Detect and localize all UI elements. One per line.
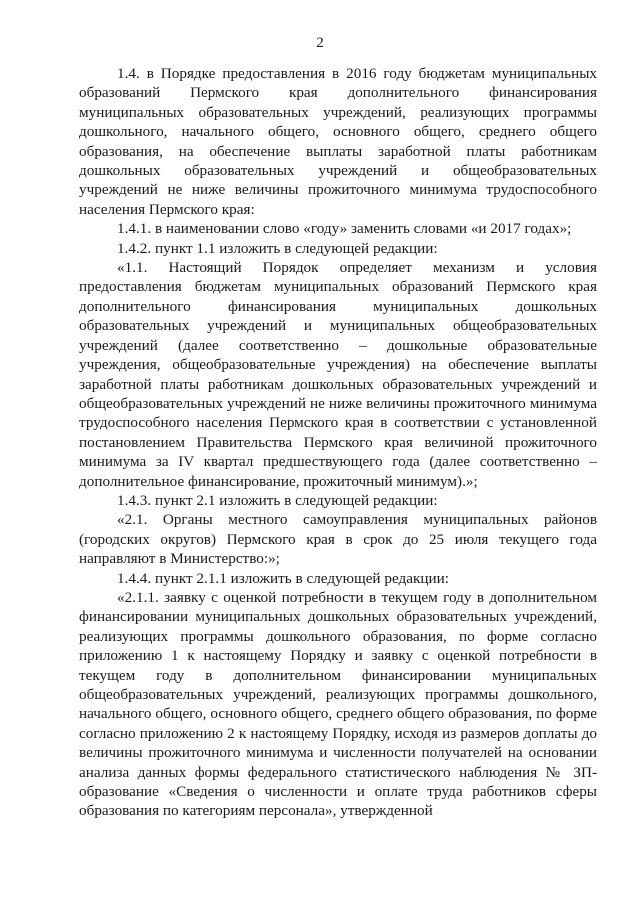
paragraph-2-1-1-text: «2.1.1. заявку с оценкой потребности в текущем году в дополнительном финансировании муниципальных дошкольных образовательных учреждений, реализующих программы дошкольного образования, по форме согласно приложению 1 к настоящему Порядку и заявку с оценкой потребности в текущем году в дополнительном финансировании муниципальных общеобразовательных учреждений, реализующих программы дошкольного, начального общего, основного общего, среднего общего образования, по форме согласно приложению 2 к настоящему Порядку, исходя из размеров доплаты до величины прожиточного минимума и численности получателей на основании анализа данных формы федерального статистического наблюдения № ЗП-образование «Сведения о численности и оплате труда работников сферы образования по категориям персонала», утвержденной (79, 588, 597, 820)
paragraph-1-4-1: 1.4.1. в наименовании слово «году» заменить словами «и 2017 годах»; (117, 220, 572, 238)
paragraph-1-4-3: 1.4.3. пункт 2.1 изложить в следующей редакции: (117, 491, 438, 509)
paragraph-1-4: 1.4. в Порядке предоставления в 2016 году бюджетам муниципальных образований Пермского края дополнительного финансирования муниципальных образовательных учреждений, реализующих программы дошкольного, начального общего, основного общего, среднего общего образования, на обеспечение выплаты заработной платы работникам дошкольных образовательных учреждений и общеобразовательных учреждений не ниже величины прожиточного минимума трудоспособного населения Пермского края: (79, 65, 597, 218)
page-number: 2 (316, 35, 324, 51)
paragraph-1-4-4: 1.4.4. пункт 2.1.1 изложить в следующей редакции: (117, 569, 449, 587)
document-body (79, 64, 597, 821)
paragraph-2-1-text: «2.1. Органы местного самоуправления муниципальных районов (городских округов) Пермского края в срок до 25 июля текущего года направляют в Министерство:»; (79, 511, 597, 568)
paragraph-1-1-text: «1.1. Настоящий Порядок определяет механизм и условия предоставления бюджетам муниципальных образований Пермского края дополнительного финансирования муниципальных дошкольных образовательных учреждений и муниципальных общеобразовательных учреждений (далее соответственно – дошкольные образовательные учреждения, общеобразовательные учреждения) на обеспечение выплаты заработной платы работникам дошкольных образовательных учреждений и общеобразовательных учреждений не ниже величины прожиточного минимума трудоспособного населения Пермского края в соответствии с установленной постановлением Правительства Пермского края величиной прожиточного минимума за IV квартал предшествующего года (далее соответственно – дополнительное финансирование, прожиточный минимум).»; (79, 259, 597, 490)
paragraph-1-4-2: 1.4.2. пункт 1.1 изложить в следующей редакции: (117, 239, 438, 257)
